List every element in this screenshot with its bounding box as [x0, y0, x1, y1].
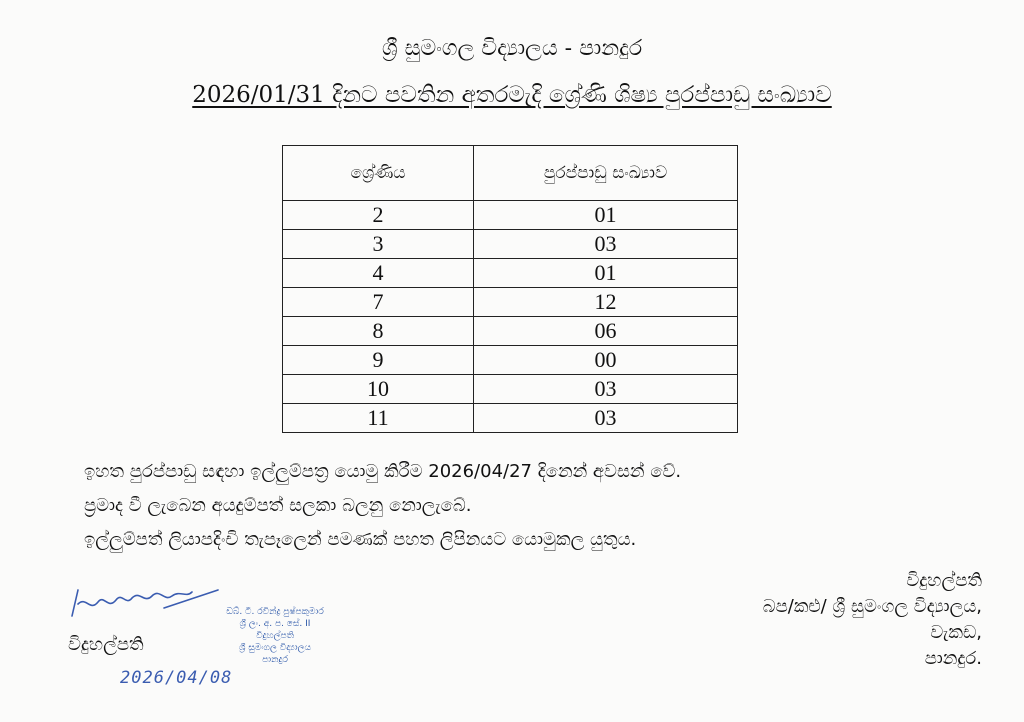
table-row: [283, 259, 738, 288]
address-line: වැකඩ,: [930, 622, 982, 643]
deadline-note: ඉහත පුරප්පාඩු සඳහා ඉල්ලුම්පත්‍ර යොමු කිරීම 2026/04/27 දිනෙන් අවසන් වේ.: [84, 461, 682, 482]
official-stamp: [210, 606, 340, 666]
signatory-title: විදුහල්පති: [68, 634, 144, 655]
late-applications-note: ප්‍රමාද වී ලැබෙන අයදුම්පත් සලකා බලනු නොලැබේ.: [84, 495, 472, 516]
stamp-line: ශ්‍රී සුමංගල විද්‍යාලය: [239, 643, 311, 653]
table-row: [283, 201, 738, 230]
school-title: ශ්‍රී සුමංගල විද්‍යාලය - පානදුර: [381, 36, 643, 61]
stamp-line: විදුහල්පති: [256, 631, 294, 641]
vacancy-count-cell: 06: [474, 317, 738, 346]
notice-subtitle: [0, 82, 1024, 108]
grade-cell: 9: [283, 346, 474, 375]
registered-post-note: ඉල්ලුම්පත් ලියාපදිංචි තැපෑලෙන් පමණක් පහත ලිපිනයට යොමුකල යුතුය.: [84, 529, 637, 550]
grade-cell: 4: [283, 259, 474, 288]
grade-column-header: ශ්‍රේණිය: [283, 146, 474, 201]
vacancy-count-cell: 00: [474, 346, 738, 375]
address-line: පානදුර.: [924, 648, 982, 669]
grade-cell: 10: [283, 375, 474, 404]
vacancy-column-header: පුරප්පාඩු සංඛ්‍යාව: [474, 146, 738, 201]
mailing-address: [763, 568, 982, 672]
vacancy-count-cell: 03: [474, 404, 738, 433]
address-line: බප/කළු/ ශ්‍රී සුමංගල විද්‍යාලය,: [762, 596, 982, 617]
grade-cell: 2: [283, 201, 474, 230]
vacancy-count-cell: 03: [474, 230, 738, 259]
grade-cell: 11: [283, 404, 474, 433]
grade-cell: 3: [283, 230, 474, 259]
vacancy-count-cell: 01: [474, 259, 738, 288]
table-row: [283, 230, 738, 259]
handwritten-signature: [68, 582, 228, 626]
table-row: [283, 404, 738, 433]
notice-subtitle-text: 2026/01/31 දිනට පවතින අතරමැදි ශ්‍රේණි ශිෂ්‍ය පුරප්පාඩු සංඛ්‍යාව: [192, 82, 832, 108]
table-row: [283, 317, 738, 346]
table-row: [283, 375, 738, 404]
table-row: [283, 346, 738, 375]
stamp-line: ශ්‍රී ලං. අ. ප. සේ. II: [239, 619, 311, 629]
address-line: විදුහල්පති: [906, 570, 982, 591]
notes-section: [84, 460, 944, 562]
vacancy-count-cell: 12: [474, 288, 738, 317]
table-row: [283, 288, 738, 317]
vacancy-table: [282, 145, 738, 433]
signature-date: 2026/04/08: [120, 668, 233, 688]
signature-block: [60, 582, 360, 702]
stamp-line: ඩබ්. ටී. රවින්ද්‍ර පුෂ්පකුමාර: [226, 607, 324, 617]
grade-cell: 8: [283, 317, 474, 346]
vacancy-count-cell: 01: [474, 201, 738, 230]
table-header-row: [283, 146, 738, 201]
grade-cell: 7: [283, 288, 474, 317]
vacancy-count-cell: 03: [474, 375, 738, 404]
stamp-line: පානදුර: [262, 655, 288, 665]
